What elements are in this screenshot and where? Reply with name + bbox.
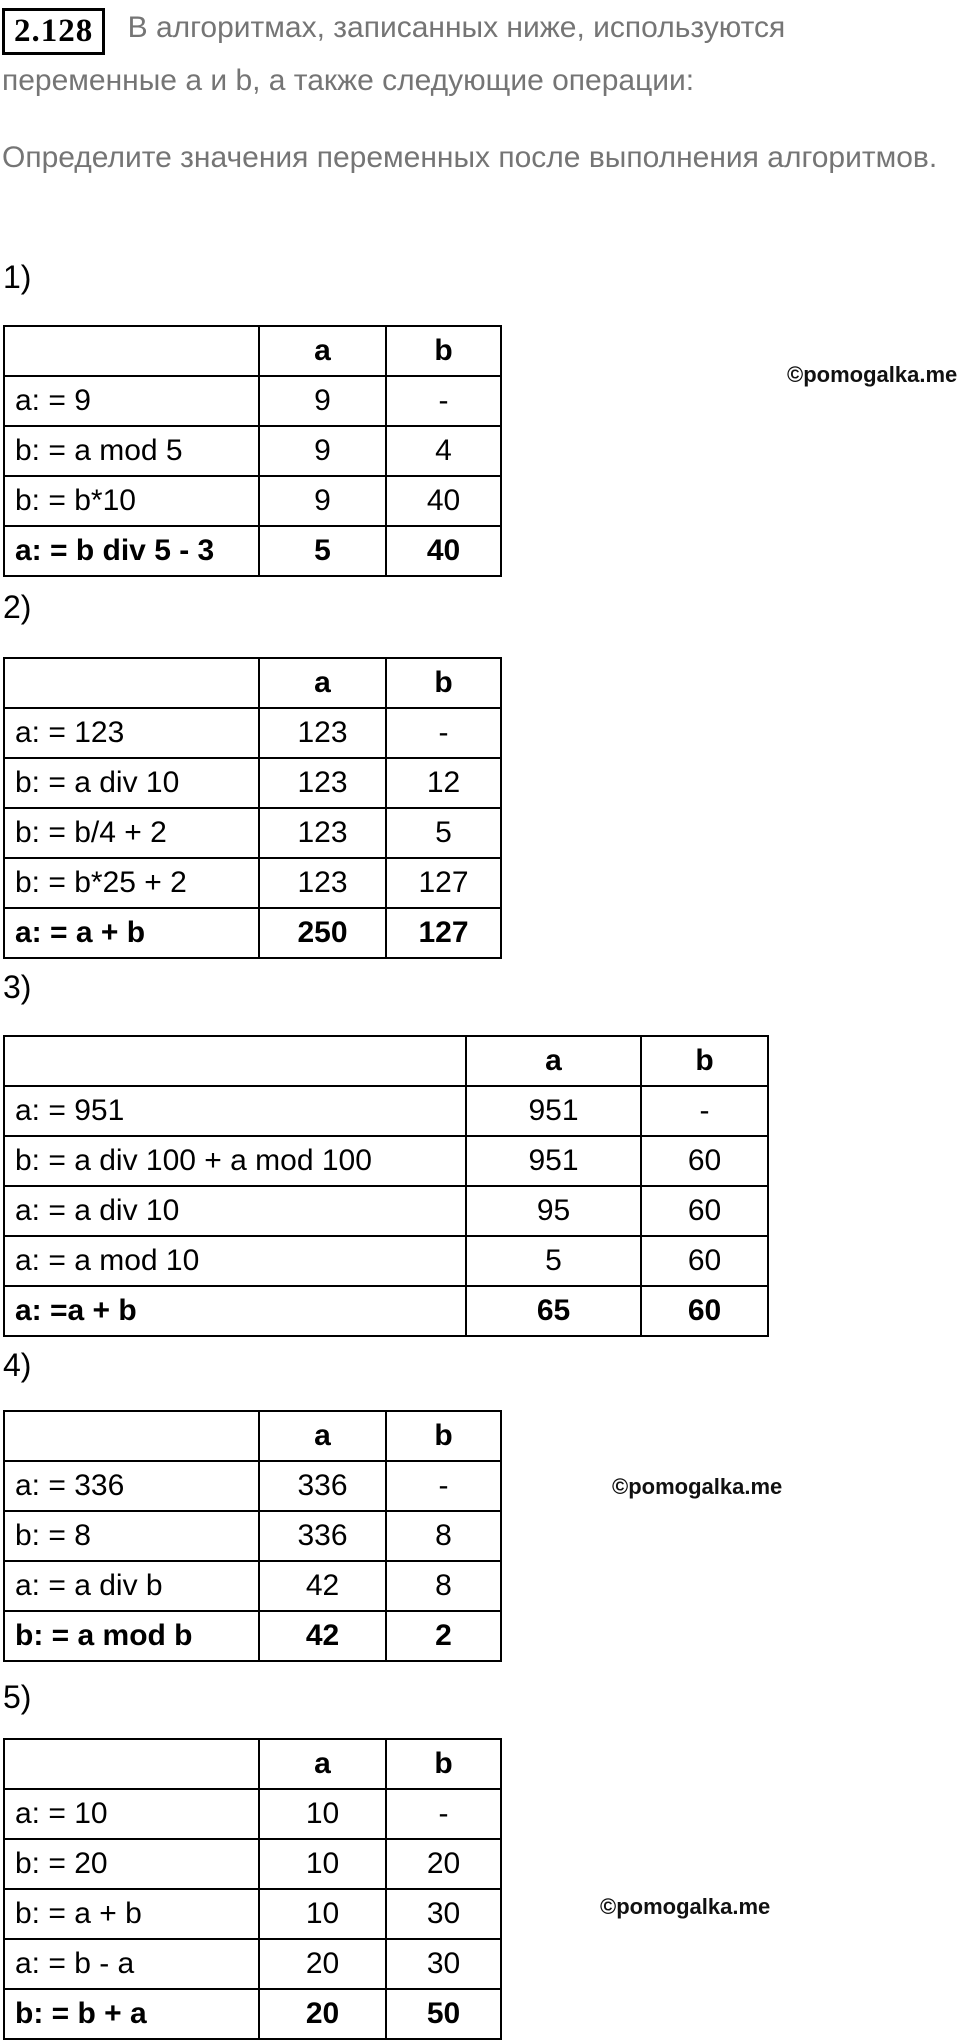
problem-number: 2.128 xyxy=(14,13,94,49)
a-value-cell: 10 xyxy=(259,1889,386,1939)
a-value-cell: 20 xyxy=(259,1939,386,1989)
b-value-cell: - xyxy=(641,1086,768,1136)
table-row xyxy=(4,1086,768,1136)
table-row xyxy=(4,1561,501,1611)
b-value-cell: 127 xyxy=(386,908,501,958)
watermark: ©pomogalka.me xyxy=(600,1894,771,1919)
header-row xyxy=(4,1411,501,1461)
intro-text: В алгоритмах, записанных ниже, используются переменные a и b, а также следующие операции: xyxy=(2,11,786,97)
operation-cell: a: = b - a xyxy=(4,1939,259,1989)
operation-cell: b: = a + b xyxy=(4,1889,259,1939)
operation-cell: a: = a div b xyxy=(4,1561,259,1611)
operation-cell: a: = 336 xyxy=(4,1461,259,1511)
a-value-cell: 10 xyxy=(259,1839,386,1889)
header-row xyxy=(4,326,501,376)
section-label-3: 3) xyxy=(3,969,32,1005)
a-value-cell: 5 xyxy=(466,1236,641,1286)
operation-cell: a: =a + b xyxy=(4,1286,466,1336)
b-value-cell: 12 xyxy=(386,758,501,808)
section-label-2: 2) xyxy=(3,589,32,625)
b-value-cell: - xyxy=(386,708,501,758)
algorithm-table-4 xyxy=(3,1410,502,1662)
result-row xyxy=(4,526,501,576)
column-header: a xyxy=(466,1036,641,1086)
operation-cell: a: = a mod 10 xyxy=(4,1236,466,1286)
column-header xyxy=(4,1036,466,1086)
table-row xyxy=(4,808,501,858)
b-value-cell: 30 xyxy=(386,1889,501,1939)
problem-number-box xyxy=(2,8,105,55)
b-value-cell: 60 xyxy=(641,1286,768,1336)
operation-cell: b: = b*10 xyxy=(4,476,259,526)
table-row xyxy=(4,1789,501,1839)
result-row xyxy=(4,1989,501,2039)
a-value-cell: 5 xyxy=(259,526,386,576)
table-row xyxy=(4,1186,768,1236)
a-value-cell: 9 xyxy=(259,476,386,526)
b-value-cell: 60 xyxy=(641,1236,768,1286)
table-row xyxy=(4,376,501,426)
result-row xyxy=(4,908,501,958)
table-row xyxy=(4,1461,501,1511)
table-row xyxy=(4,1236,768,1286)
section-label-1: 1) xyxy=(3,259,32,295)
table-row xyxy=(4,476,501,526)
operation-cell: a: = b div 5 - 3 xyxy=(4,526,259,576)
b-value-cell: 50 xyxy=(386,1989,501,2039)
table-row xyxy=(4,1889,501,1939)
operation-cell: b: = a mod b xyxy=(4,1611,259,1661)
b-value-cell: 30 xyxy=(386,1939,501,1989)
result-row xyxy=(4,1611,501,1661)
a-value-cell: 336 xyxy=(259,1461,386,1511)
table-row xyxy=(4,1839,501,1889)
table-row xyxy=(4,858,501,908)
a-value-cell: 9 xyxy=(259,426,386,476)
header-row xyxy=(4,1739,501,1789)
a-value-cell: 95 xyxy=(466,1186,641,1236)
a-value-cell: 42 xyxy=(259,1611,386,1661)
header-row xyxy=(4,1036,768,1086)
b-value-cell: - xyxy=(386,1461,501,1511)
operation-cell: b: = b/4 + 2 xyxy=(4,808,259,858)
operation-cell: a: = a + b xyxy=(4,908,259,958)
table-row xyxy=(4,1136,768,1186)
a-value-cell: 123 xyxy=(259,858,386,908)
b-value-cell: 60 xyxy=(641,1186,768,1236)
algorithm-table-5 xyxy=(3,1738,502,2040)
operation-cell: a: = a div 10 xyxy=(4,1186,466,1236)
a-value-cell: 123 xyxy=(259,758,386,808)
column-header: b xyxy=(386,1739,501,1789)
table-row xyxy=(4,426,501,476)
b-value-cell: 5 xyxy=(386,808,501,858)
column-header xyxy=(4,326,259,376)
operation-cell: b: = b*25 + 2 xyxy=(4,858,259,908)
b-value-cell: 40 xyxy=(386,526,501,576)
algorithm-table-3 xyxy=(3,1035,769,1337)
a-value-cell: 123 xyxy=(259,708,386,758)
a-value-cell: 951 xyxy=(466,1086,641,1136)
column-header: a xyxy=(259,326,386,376)
algorithm-table-2 xyxy=(3,657,502,959)
intro-paragraph xyxy=(2,2,954,107)
instruction-paragraph xyxy=(2,132,954,184)
a-value-cell: 42 xyxy=(259,1561,386,1611)
operation-cell: a: = 951 xyxy=(4,1086,466,1136)
b-value-cell: 8 xyxy=(386,1561,501,1611)
section-label-4: 4) xyxy=(3,1347,32,1383)
a-value-cell: 123 xyxy=(259,808,386,858)
table-row xyxy=(4,708,501,758)
algorithm-table-1 xyxy=(3,325,502,577)
column-header xyxy=(4,1411,259,1461)
column-header: b xyxy=(641,1036,768,1086)
operation-cell: b: = a mod 5 xyxy=(4,426,259,476)
table-row xyxy=(4,758,501,808)
column-header: b xyxy=(386,658,501,708)
result-row xyxy=(4,1286,768,1336)
a-value-cell: 250 xyxy=(259,908,386,958)
b-value-cell: 20 xyxy=(386,1839,501,1889)
b-value-cell: 60 xyxy=(641,1136,768,1186)
operation-cell: b: = 20 xyxy=(4,1839,259,1889)
a-value-cell: 10 xyxy=(259,1789,386,1839)
column-header xyxy=(4,658,259,708)
column-header: a xyxy=(259,658,386,708)
watermark: ©pomogalka.me xyxy=(612,1474,783,1499)
operation-cell: a: = 10 xyxy=(4,1789,259,1839)
operation-cell: b: = 8 xyxy=(4,1511,259,1561)
column-header: b xyxy=(386,326,501,376)
operation-cell: a: = 9 xyxy=(4,376,259,426)
watermark: ©pomogalka.me xyxy=(787,362,958,387)
a-value-cell: 336 xyxy=(259,1511,386,1561)
b-value-cell: 4 xyxy=(386,426,501,476)
a-value-cell: 20 xyxy=(259,1989,386,2039)
column-header xyxy=(4,1739,259,1789)
column-header: b xyxy=(386,1411,501,1461)
b-value-cell: - xyxy=(386,1789,501,1839)
a-value-cell: 9 xyxy=(259,376,386,426)
column-header: a xyxy=(259,1411,386,1461)
operation-cell: b: = a div 100 + a mod 100 xyxy=(4,1136,466,1186)
column-header: a xyxy=(259,1739,386,1789)
b-value-cell: 8 xyxy=(386,1511,501,1561)
instruction-text: Определите значения переменных после выполнения алгоритмов. xyxy=(2,141,938,174)
b-value-cell: 40 xyxy=(386,476,501,526)
operation-cell: b: = b + a xyxy=(4,1989,259,2039)
operation-cell: a: = 123 xyxy=(4,708,259,758)
b-value-cell: 127 xyxy=(386,858,501,908)
operation-cell: b: = a div 10 xyxy=(4,758,259,808)
table-row xyxy=(4,1511,501,1561)
section-label-5: 5) xyxy=(3,1679,32,1715)
a-value-cell: 951 xyxy=(466,1136,641,1186)
table-row xyxy=(4,1939,501,1989)
a-value-cell: 65 xyxy=(466,1286,641,1336)
header-row xyxy=(4,658,501,708)
b-value-cell: - xyxy=(386,376,501,426)
b-value-cell: 2 xyxy=(386,1611,501,1661)
